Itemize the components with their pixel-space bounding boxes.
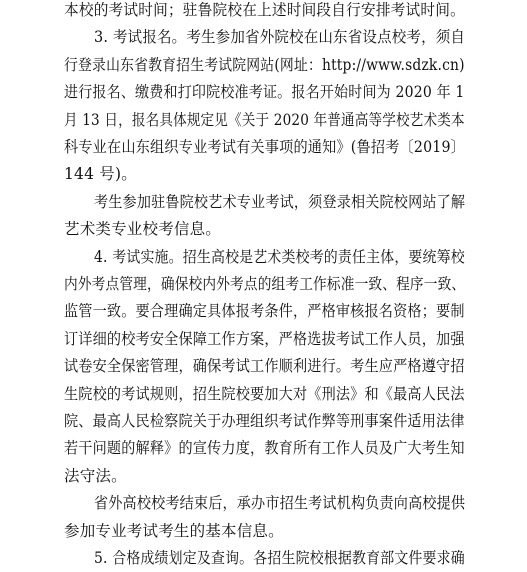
- text-line: 法守法。: [64, 466, 127, 485]
- text-line: 内外考点管理，确保校内外考点的组考工作标准一致、程序一致、: [64, 275, 466, 293]
- text-line: 考生参加驻鲁院校艺术专业考试，须登录相关院校网站了解: [94, 192, 466, 211]
- text-line: 省外高校校考结束后，承办市招生考试机构负责向高校提供: [94, 494, 466, 513]
- text-line: 若干问题的解释》的宣传力度，教育所有工作人员及广大考生知: [64, 439, 465, 458]
- text-line: 生院校的考试规则，招生院校要加大对《刑法》和《最高人民法: [64, 384, 465, 403]
- text-line: 4. 考试实施。招生高校是艺术类校考的责任主体，要统筹校: [94, 247, 465, 266]
- text-line: 监管一致。要合理确定具体报考条件，严格审核报名资格；要制: [64, 302, 465, 321]
- text-line: 进行报名、缴费和打印院校准考证。报名开始时间为 2020 年 1: [64, 83, 465, 102]
- text-line: 5. 合格成绩划定及查询。各招生院校根据教育部文件要求确: [94, 549, 465, 567]
- text-line: 艺术类专业校考信息。: [64, 220, 222, 239]
- text-line: 参加专业考试考生的基本信息。: [64, 521, 284, 540]
- text-line: 科专业在山东组织专业考试有关事项的通知》(鲁招考〔2019〕: [64, 138, 465, 156]
- text-line: 144 号)。: [64, 165, 137, 184]
- text-line: 月 13 日，报名具体规定见《关于 2020 年普通高等学校艺术类本: [64, 110, 465, 129]
- text-line: 订详细的校考安全保障工作方案，严格选拔考试工作人员，加强: [64, 329, 465, 348]
- text-line: 院、最高人民检察院关于办理组织考试作弊等刑事案件适用法律: [64, 412, 465, 430]
- text-line: 试卷安全保密管理，确保考试工作顺利进行。考生应严格遵守招: [64, 357, 465, 376]
- text-line: 本校的考试时间；驻鲁院校在上述时间段自行安排考试时间。: [64, 1, 465, 19]
- text-line: 行登录山东省教育招生考试院网站(网址：http://www.sdzk.cn): [64, 55, 465, 74]
- text-line: 3. 考试报名。考生参加省外院校在山东省设点校考，须自: [94, 28, 466, 47]
